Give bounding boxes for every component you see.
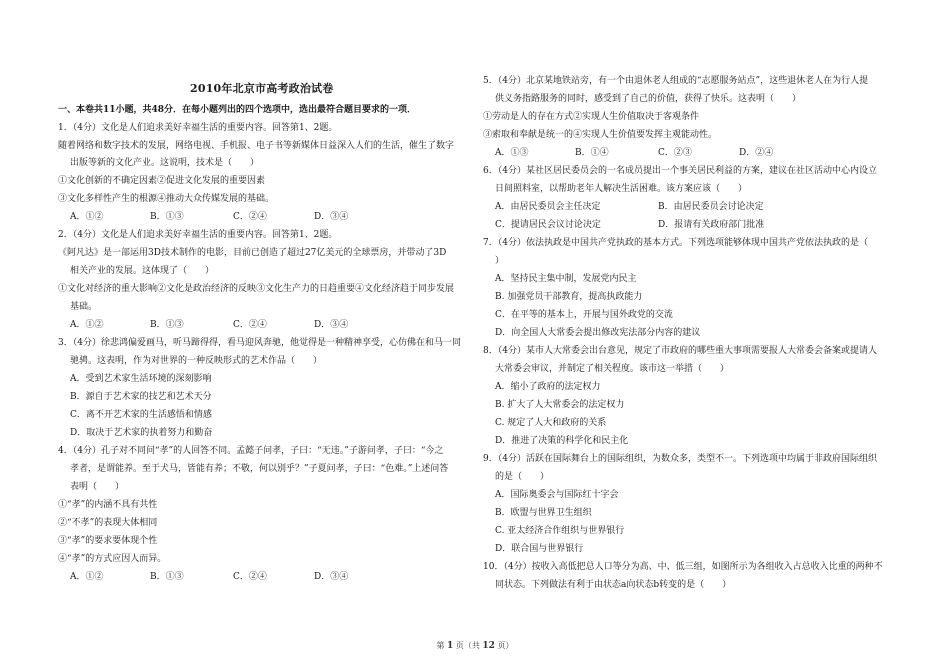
q6-option-d[interactable]: D．报请有关政府部门批准 <box>658 220 765 230</box>
q4-statement: ②“不孝”的表现大体相同 <box>58 518 158 528</box>
q1-stem: 1．（4分）文化是人们追求美好幸福生活的重要内容。回答第1、2题。 <box>58 123 338 133</box>
footer-mid: 页（共 <box>455 641 480 650</box>
q9-stem: 9．（4分）活跃在国际舞台上的国际组织，为数众多，类型不一。下列选项中均属于非政府国际组织 <box>483 454 877 464</box>
q7-option-b[interactable]: B. 加强党员干部教育，提高执政能力 <box>495 292 643 302</box>
q8-option-b[interactable]: B. 扩大了人大常委会的法定权力 <box>495 400 625 410</box>
page-number: 1 <box>447 641 454 651</box>
q4-stem: 孝者，是谓能养。至于犬马，皆能有养；不敬，何以别乎？”子夏问孝，子曰：“色难。”上述问答 <box>70 464 449 474</box>
q10-stem: 10．（4分）按收入高低把总人口等分为高、中、低三组，如图所示为各组收入占总收入比重的两种不 <box>483 562 883 572</box>
q9-option-a[interactable]: A．国际奥委会与国际红十字会 <box>495 490 619 500</box>
q4-option-a[interactable]: A．①② <box>70 572 104 582</box>
q6-option-b[interactable]: B．由居民委员会讨论决定 <box>658 202 764 212</box>
q4-option-d[interactable]: D．③④ <box>314 572 349 582</box>
q1-text-line: 随着网络和数字技术的发展，网络电视、手机报、电子书等新媒体日益深入人们的生活，催生了数字 <box>58 141 455 151</box>
q7-option-c[interactable]: C．在平等的基本上，开展与国外政党的交流 <box>495 310 673 320</box>
q5-option-a[interactable]: A．①③ <box>495 148 529 158</box>
q7-option-a[interactable]: A．坚持民主集中制，发展党内民主 <box>495 274 637 284</box>
q1-statement: ①文化创新的不确定因素②促进文化发展的重要因素 <box>58 176 266 186</box>
q7-stem: ） <box>495 256 505 266</box>
q8-option-a[interactable]: A．缩小了政府的法定权力 <box>495 382 601 392</box>
q7-stem: 7．（4分）依法执政是中国共产党执政的基本方式。下列选项能够体现中国共产党依法执政的是（ <box>483 238 868 248</box>
q4-option-b[interactable]: B．①③ <box>150 572 184 582</box>
q5-statement: ③索取和奉献是统一的④实现人生价值要发挥主观能动性。 <box>483 130 718 140</box>
q5-stem: 5．（4分）北京某地铁站旁，有一个由退休老人组成的“志愿服务站点”，这些退休老人在为行人提 <box>483 76 869 86</box>
q2-option-c[interactable]: C．②④ <box>233 320 267 330</box>
q2-option-a[interactable]: A．①② <box>70 320 104 330</box>
q2-option-d[interactable]: D．③④ <box>314 320 349 330</box>
q1-option-c[interactable]: C．②④ <box>233 212 267 222</box>
q4-statement: ③“孝”的要求要体现个性 <box>58 536 158 546</box>
q8-stem: 8．（4分）某市人大常委会出台意见，规定了市政府的哪些重大事项需要报人大常委会备案或提请人 <box>483 346 877 356</box>
q4-stem: 4．（4分）孔子对不同问“孝”的人回答不同。孟懿子问孝，子曰：“无违。”子游问孝，子曰：“今之 <box>58 446 444 456</box>
page-title: 2010年北京市高考政治试卷 <box>190 82 334 95</box>
q1-option-d[interactable]: D．③④ <box>314 212 349 222</box>
q6-option-a[interactable]: A．由居民委员会主任决定 <box>495 202 601 212</box>
q1-option-b[interactable]: B．①③ <box>150 212 184 222</box>
q3-option-b[interactable]: B．源自于艺术家的技艺和艺术天分 <box>70 392 212 402</box>
q2-text-line: 相关产业的发展。这体现了（ ） <box>70 266 215 276</box>
footer-suffix: 页） <box>497 641 514 650</box>
q3-stem: 驰骋。这表明，作为对世界的一种反映形式的艺术作品（ ） <box>70 356 323 366</box>
q6-stem: 6．（4分）某社区居民委员会的一名成员提出一个事关居民利益的方案，建议在社区活动中心内设立 <box>483 166 877 176</box>
q4-stem: 表明（ ） <box>70 482 125 492</box>
section-heading: 一、本卷共11小题，共48分．在每小题列出的四个选项中，选出最符合题目要求的一项． <box>58 105 417 115</box>
q1-option-a[interactable]: A．①② <box>70 212 104 222</box>
q3-stem: 3．（4分）徐悲鸿偏爱画马，听马蹄得得，看马迎风奔驰，他觉得是一种精神享受，心仿佛在和马一同 <box>58 338 461 348</box>
page-total: 12 <box>482 641 495 651</box>
q4-statement: ④“孝”的方式应因人而异。 <box>58 554 167 564</box>
q7-option-d[interactable]: D．向全国人大常委会提出修改宪法部分内容的建议 <box>495 328 701 338</box>
q9-option-b[interactable]: B．欧盟与世界卫生组织 <box>495 508 592 518</box>
q5-option-c[interactable]: C．②③ <box>658 148 692 158</box>
footer-prefix: 第 <box>436 641 445 650</box>
q5-option-b[interactable]: B．①④ <box>575 148 609 158</box>
q9-stem: 的是（ ） <box>495 472 550 482</box>
q2-option-b[interactable]: B．①③ <box>150 320 184 330</box>
q8-option-d[interactable]: D．推进了决策的科学化和民主化 <box>495 436 629 446</box>
q1-text-line: 出版等新的文化产业。这说明，技术是（ ） <box>70 158 260 168</box>
q4-statement: ①“孝”的内涵不具有共性 <box>58 500 158 510</box>
q2-stem: 2．（4分）文化是人们追求美好幸福生活的重要内容。回答第1、2题。 <box>58 230 338 240</box>
page-footer <box>0 640 950 651</box>
q9-option-c[interactable]: C. 亚太经济合作组织与世界银行 <box>495 526 625 536</box>
q3-option-c[interactable]: C．离不开艺术家的生活感悟和情感 <box>70 410 212 420</box>
q8-stem: 大常委会审议，并制定了相关程度。该市这一举措（ ） <box>495 364 730 374</box>
q10-stem: 同状态。下列做法有利于由状态a向状态b转变的是（ ） <box>495 580 732 590</box>
q2-statement: ①文化对经济的重大影响②文化是政治经济的反映③文化生产力的日趋重要④文化经济趋于同步发展 <box>58 284 455 294</box>
q5-statement: ①劳动是人的存在方式②实现人生价值取决于客观条件 <box>483 112 700 122</box>
q3-option-a[interactable]: A．受到艺术家生活环境的深刻影响 <box>70 374 212 384</box>
q5-option-d[interactable]: D．②④ <box>739 148 774 158</box>
q8-option-c[interactable]: C. 规定了人大和政府的关系 <box>495 418 607 428</box>
q6-option-c[interactable]: C．提请居民会议讨论决定 <box>495 220 601 230</box>
q6-stem: 日间照料室，以帮助老年人解决生活困难。该方案应该（ ） <box>495 184 748 194</box>
q9-option-d[interactable]: D．联合国与世界银行 <box>495 544 584 554</box>
q2-text-line: 《阿凡达》是一部运用3D技术制作的电影，目前已创造了超过27亿美元的全球票房，并带动了3D <box>58 248 447 258</box>
q2-statement: 基础。 <box>70 302 98 312</box>
q3-option-d[interactable]: D．取决于艺术家的执着努力和勤奋 <box>70 428 213 438</box>
q1-statement: ③文化多样性产生的根源④推动大众传媒发展的基础。 <box>58 194 275 204</box>
q4-option-c[interactable]: C．②④ <box>233 572 267 582</box>
q5-stem: 供义务指路服务的同时，感受到了自己的价值，获得了快乐。这表明（ ） <box>495 94 802 104</box>
